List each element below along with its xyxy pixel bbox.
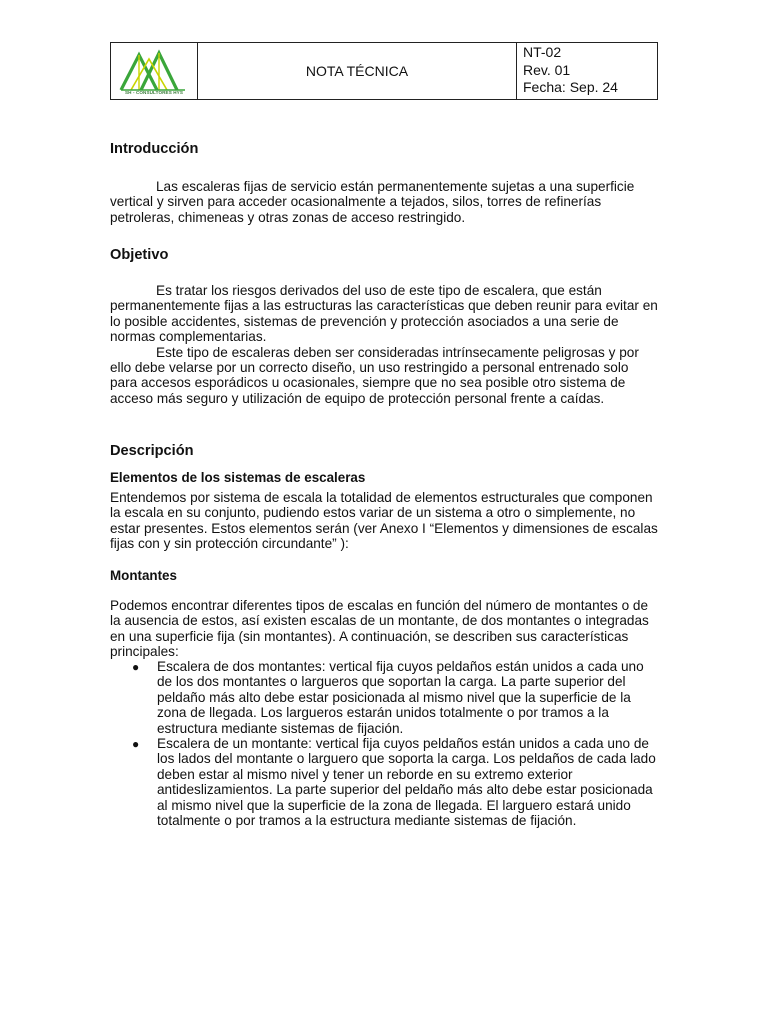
bullet-icon: ● [132,737,140,752]
subheading-montantes: Montantes [110,568,177,583]
document-meta [517,43,657,99]
document-code: NT-02 [523,44,562,60]
bullet-icon: ● [132,660,140,674]
logo-cell [111,43,198,99]
list-item-text: Escalera de dos montantes: vertical fija cuyos peldaños están unidos a cada uno de los dos montantes o largueros que soportan la carga. La parte superior del peldaño más alto debe estar posicionada al mismo nivel que la superficie de la zona de llegada. Los largueros estarán unidos totalmente o por tramos a la estructura mediante sistemas de fijación. [157,659,644,736]
heading-objetivo: Objetivo [110,247,169,263]
document-type-title: NOTA TÉCNICA [198,43,517,99]
subheading-elementos: Elementos de los sistemas de escaleras [110,470,366,485]
document-date: Fecha: Sep. 24 [523,79,618,95]
objective-paragraph-2: Este tipo de escaleras deben ser consideradas intrínsecamente peligrosas y por ello debe velarse por un correcto diseño, un uso restringido a personal entrenado solo para accesos esporádicos u ocasionales, siempre que no sea posible otro sistema de acceso más seguro y utilización de equipo de protección personal frente a caídas. [110,344,639,406]
company-logo-icon [119,47,189,91]
logo-text: SH - CONSULTORES HYS [125,90,183,95]
heading-introduccion: Introducción [110,141,199,157]
objective-paragraph-1: Es tratar los riesgos derivados del uso de este tipo de escalera, que están permanentemente fijas a las estructuras las características que deben reunir para evitar en lo posible accidentes, sistemas de prevención y protección asociados a una serie de normas complementarias. [110,283,658,345]
list-item [132,736,658,828]
list-item-text: Escalera de un montante: vertical fija cuyos peldaños están unidos a cada uno de los lados del montante o larguero que soporta la carga. Los peldaños de cada lado deben estar al mismo nivel y tener un reborde en su extremo exterior antideslizamientos. La parte superior del peldaño más alto debe estar posicionada al mismo nivel que la superficie de la zona de llegada. El larguero estará unido totalmente o por tramos a la estructura mediante sistemas de fijación. [157,736,656,829]
document-header [110,42,658,100]
objective-section [110,283,658,406]
intro-paragraph: Las escaleras fijas de servicio están permanentemente sujetas a una superficie vertical y sirven para acceder ocasionalmente a tejados, silos, torres de refinerías petroleras, chimeneas y otras zonas de acceso restringido. [110,179,635,225]
montantes-section [110,598,658,660]
document-revision: Rev. 01 [523,61,571,78]
montantes-paragraph: Podemos encontrar diferentes tipos de escalas en función del número de montantes o de la ausencia de estos, así existen escalas de un montante, de dos montantes o integradas en una superficie fija (sin montantes). A continuación, se describen sus características principales: [110,598,649,660]
heading-descripcion: Descripción [110,443,194,459]
description-paragraph: Entendemos por sistema de escala la totalidad de elementos estructurales que componen la escala en su conjunto, pudiendo estos variar de un sistema a otro o simplemente, no estar presentes. Estos elementos serán (ver Anexo I “Elementos y dimensiones de escalas fijas con y sin protección circundante” ): [110,490,658,552]
intro-section [110,179,658,225]
montantes-bullet-list [132,659,658,828]
description-section [110,490,658,552]
list-item [132,659,658,736]
